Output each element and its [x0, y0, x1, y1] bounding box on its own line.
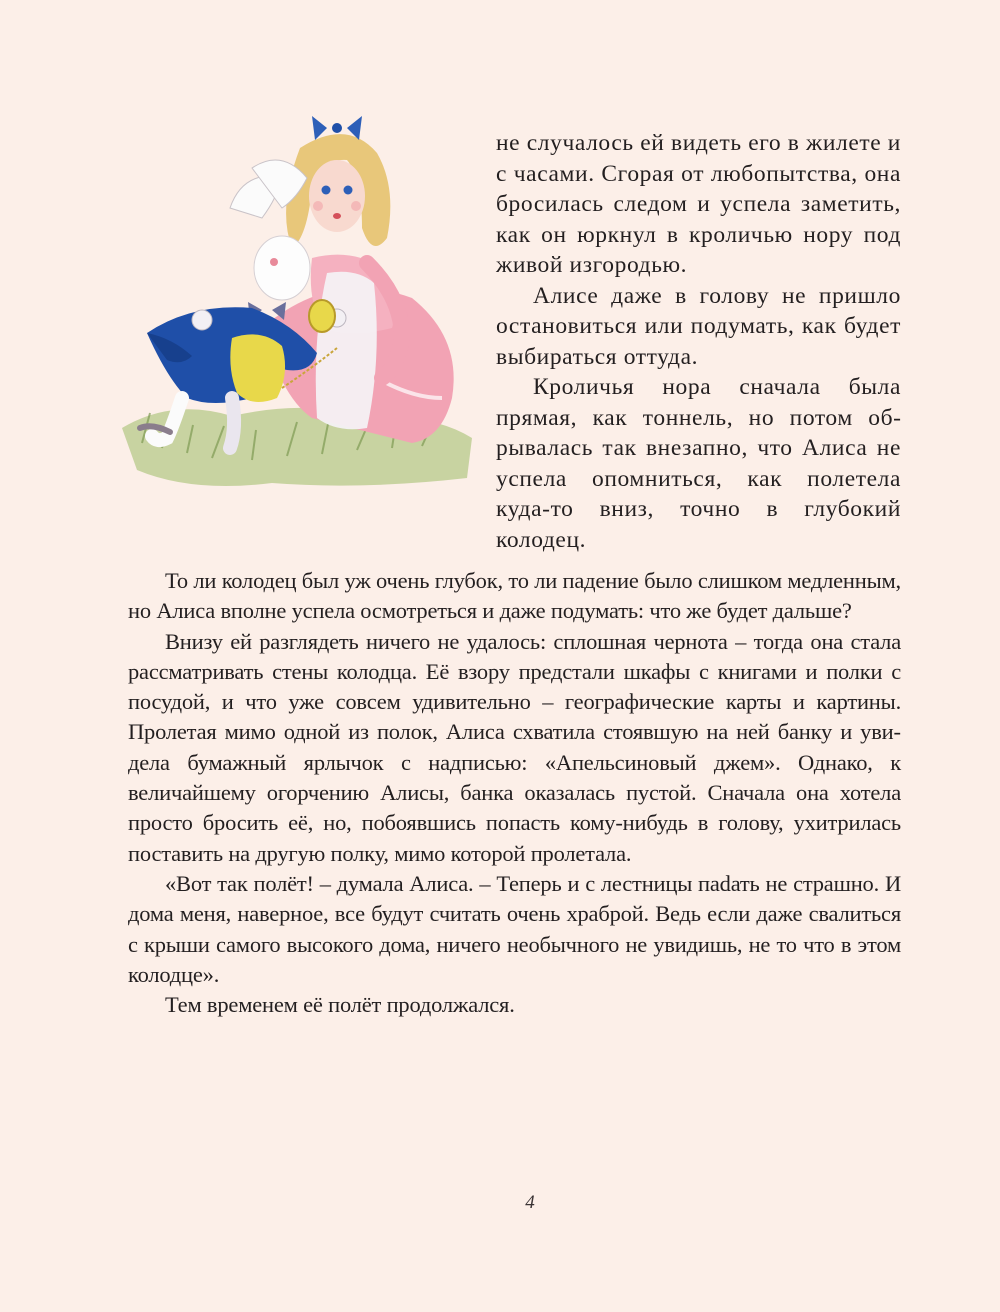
paragraph: «Вот так полёт! – думала Алиса. – Теперь и с лестницы паdать не страшно. И дома меня, наверное, все будут считать очень храброй. Ведь если даже свалиться с крыши самого высокого дома, ничего необычного не увидишь, не то что в этом колодце». — [128, 870, 901, 987]
page-number: 4 — [525, 1192, 535, 1213]
paragraph: не случалось ей видеть его в жилете и с часами. Сгорая от любопытства, она бросилась следом и успела заметить, как он юркнул в кроличью нору под живой изгородью. — [496, 130, 901, 278]
paragraph: Внизу ей разглядеть ничего не удалось: сплошная чернота – тогда она стала рассматривать стены колодца. Её взору предстали шкафы с книгами и полки с посудой, и что уже совсем удивительно – географические карты и картины. Пролетая мимо одной из полок, Алиса схватила стоявшую на ней банку и увидела бумажный ярлычок с надписью: «Апельсиновый джем». Однако, к величайшему огорчению Алисы, банка оказалась пустой. Сначала она хотела просто бросить её, но, побоявшись попасть кому-нибудь в голову, ухитрилась поставить на другую полку, мимо которой пролетала. — [128, 628, 901, 866]
paragraph: Кроличья нора сначала была прямая, как тоннель, но потом обрывалась так внезапно, что Алиса не успела опомниться, как полетела куда-то вниз, точно в глубокий колодец. — [496, 374, 901, 553]
paragraph: Алисе даже в голову не пришло остановиться или подумать, как будет выбираться оттуда. — [496, 282, 901, 370]
right-text-column — [496, 128, 901, 555]
paragraph: Тем временем её полёт продолжался. — [165, 992, 515, 1018]
paragraph: То ли колодец был уж очень глубок, то ли падение было слишком медленным, но Алиса вполне успела осмотреться и даже подумать: что же будет дальше? — [128, 568, 901, 624]
full-width-text-column — [128, 566, 901, 1020]
illustration-icon — [112, 98, 480, 498]
alice-and-white-rabbit-illustration — [112, 98, 480, 498]
